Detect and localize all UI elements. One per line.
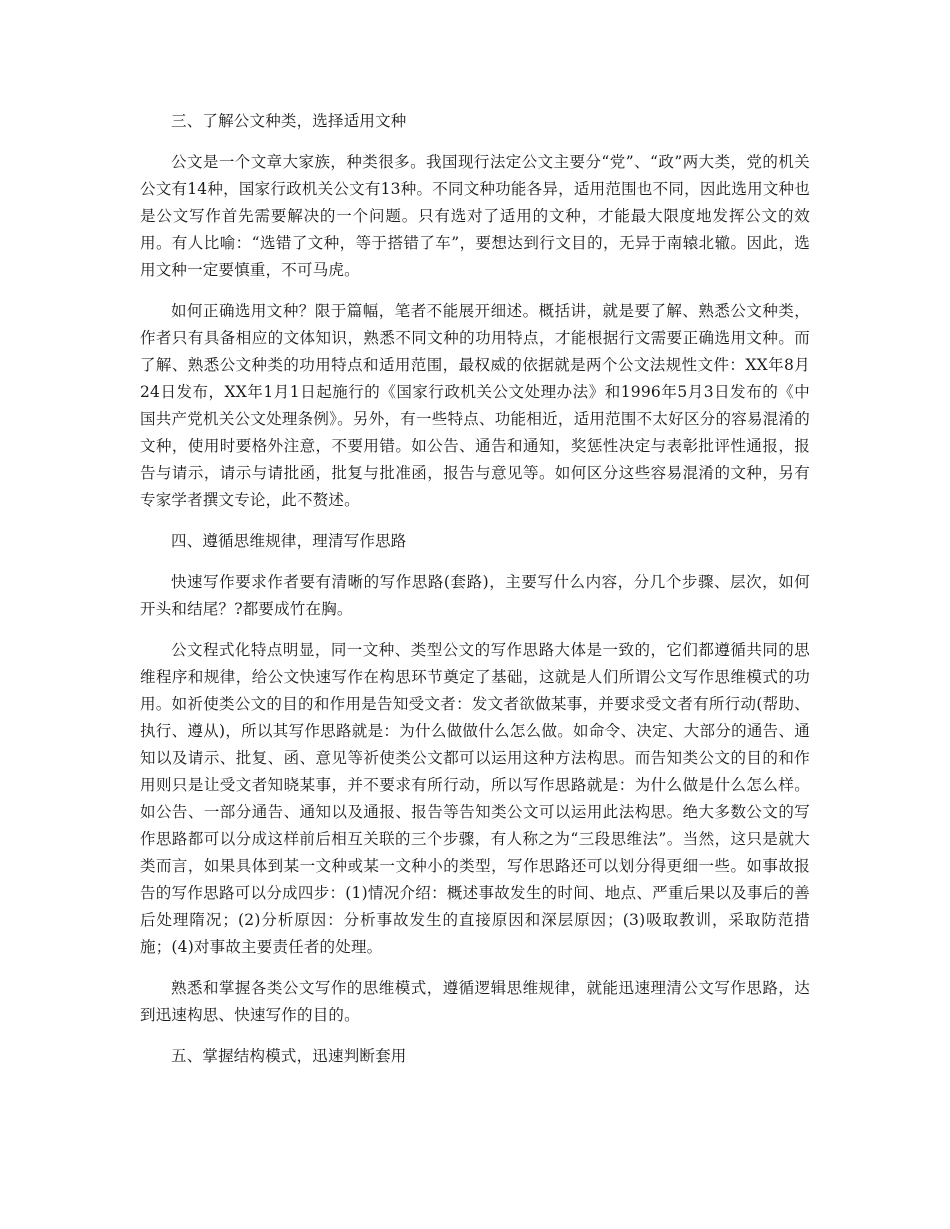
section-heading-5: 五、掌握结构模式，迅速判断套用: [171, 1047, 407, 1065]
section-heading-3: 三、了解公文种类，选择适用文种: [171, 112, 407, 130]
body-paragraph: 如何正确选用文种？限于篇幅，笔者不能展开细述。概括讲，就是要了解、熟悉公文种类，作者只有具备相应的文体知识，熟悉不同文种的功用特点，才能根据行文需要正确选用文种。而了解、熟悉公文种类的功用特点和适用范围，最权威的依据就是两个公文法规性文件：XX年8月24日发布，XX年1月1日起施行的《国家行政机关公文处理办法》和1996年5月3日发布的《中国共产党机关公文处理条例》。另外，有一些特点、功能相近，适用范围不太好区分的容易混淆的文种，使用时要格外注意，不要用错。如公告、通告和通知，奖惩性决定与表彰批评性通报，报告与请示，请示与请批函，批复与批准函，报告与意见等。如何区分这些容易混淆的文种，另有专家学者撰文专论，此不赘述。: [140, 302, 810, 509]
body-paragraph: 公文程式化特点明显，同一文种、类型公文的写作思路大体是一致的，它们都遵循共同的思维程序和规律，给公文快速写作在构思环节奠定了基础，这就是人们所谓公文写作思维模式的功用。如祈使类公文的目的和作用是告知受文者：发文者欲做某事，并要求受文者有所行动(帮助、执行、遵从)，所以其写作思路就是：为什么做做什么怎么做。如命令、决定、大部分的通告、通知以及请示、批复、函、意见等祈使类公文都可以运用这种方法构思。而告知类公文的目的和作用则只是让受文者知晓某事，并不要求有所行动，所以写作思路就是：为什么做是什么怎么样。如公告、一部分通告、通知以及通报、报告等告知类公文可以运用此法构思。绝大多数公文的写作思路都可以分成这样前后相互关联的三个步骤，有人称之为“三段思维法”。当然，这只是就大类而言，如果具体到某一文种或某一文种小的类型，写作思路还可以划分得更细一些。如事故报告的写作思路可以分成四步：(1)情况介绍：概述事故发生的时间、地点、严重后果以及事后的善后处理隋况；(2)分析原因：分析事故发生的直接原因和深层原因；(3)吸取教训，采取防范措施；(4)对事故主要责任者的处理。: [140, 641, 810, 956]
body-paragraph: 公文是一个文章大家族，种类很多。我国现行法定公文主要分“党”、“政”两大类，党的机关公文有14种，国家行政机关公文有13种。不同文种功能各异，适用范围也不同，因此选用文种也是公文写作首先需要解决的一个问题。只有选对了适用的文种，才能最大限度地发挥公文的效用。有人比喻：“选错了文种，等于搭错了车”，要想达到行文目的，无异于南辕北辙。因此，选用文种一定要慎重，不可马虎。: [140, 153, 810, 279]
body-paragraph: 熟悉和掌握各类公文写作的思维模式，遵循逻辑思维规律，就能迅速理清公文写作思路，达到迅速构思、快速写作的目的。: [140, 979, 810, 1024]
section-heading-4: 四、遵循思维规律，理清写作思路: [171, 532, 407, 550]
document-body: [140, 108, 810, 1084]
body-paragraph: 快速写作要求作者要有清晰的写作思路(套路)，主要写什么内容，分几个步骤、层次，如何开头和结尾？?都要成竹在胸。: [140, 573, 810, 618]
